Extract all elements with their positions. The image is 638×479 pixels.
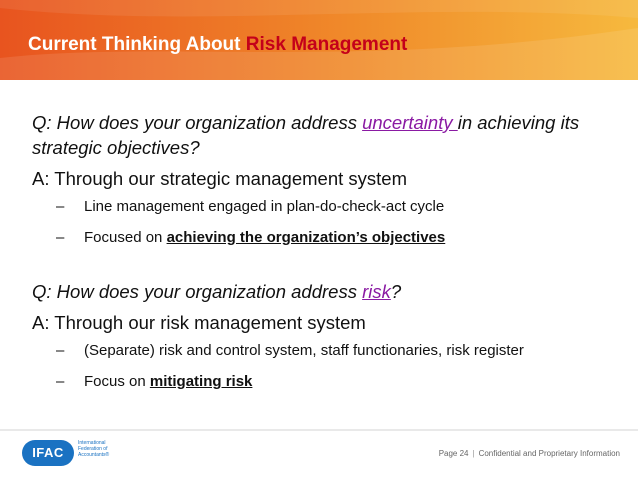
uncertainty-link[interactable]: uncertainty [362, 112, 458, 133]
ifac-logo [22, 438, 112, 468]
logo-badge: IFAC [22, 440, 74, 466]
list-item [32, 228, 632, 247]
slide-title [28, 33, 407, 57]
risk-link[interactable]: risk [362, 281, 391, 302]
bullet-text: (Separate) risk and control system, staff functionaries, risk register [84, 342, 524, 359]
bullet-list-strategic [32, 197, 632, 247]
title-part-2: Risk Management [245, 34, 408, 55]
bullet-dash: – [56, 373, 65, 390]
question-risk [32, 279, 632, 304]
section-strategic [32, 110, 632, 247]
list-item [32, 197, 632, 216]
bullet-text: Focus on [84, 373, 150, 390]
bullet-emphasis: mitigating risk [149, 373, 253, 390]
list-item [32, 372, 632, 391]
bullet-dash: – [56, 229, 65, 246]
footer-info [439, 449, 620, 458]
list-item [32, 341, 632, 360]
page-number: Page 24 [438, 449, 469, 458]
bullet-emphasis: achieving the organization’s objectives [166, 229, 446, 246]
bullet-dash: – [56, 342, 65, 359]
answer-risk: A: Through our risk management system [32, 312, 366, 333]
question-text-start: Q: How does your organization address [32, 281, 363, 302]
title-part-1: Current Thinking About [28, 34, 246, 55]
question-text-start: Q: How does your organization address [32, 112, 363, 133]
bullet-dash: – [56, 198, 65, 215]
question-text-end: in achieving its strategic objectives? [32, 112, 580, 158]
footer-divider [0, 429, 638, 431]
logo-subtext: International Federation of Accountants® [78, 440, 110, 458]
bullet-list-risk [32, 341, 632, 391]
bullet-text: Focused on [84, 229, 167, 246]
confidential-notice: Confidential and Proprietary Information [478, 449, 620, 458]
question-uncertainty [32, 110, 632, 160]
section-risk [32, 279, 632, 391]
bullet-text: Line management engaged in plan-do-check-act cycle [84, 198, 445, 215]
footer-separator: | [472, 449, 475, 458]
slide-content [32, 110, 632, 403]
question-text-end: ? [390, 281, 402, 302]
answer-strategic: A: Through our strategic management system [32, 168, 407, 189]
